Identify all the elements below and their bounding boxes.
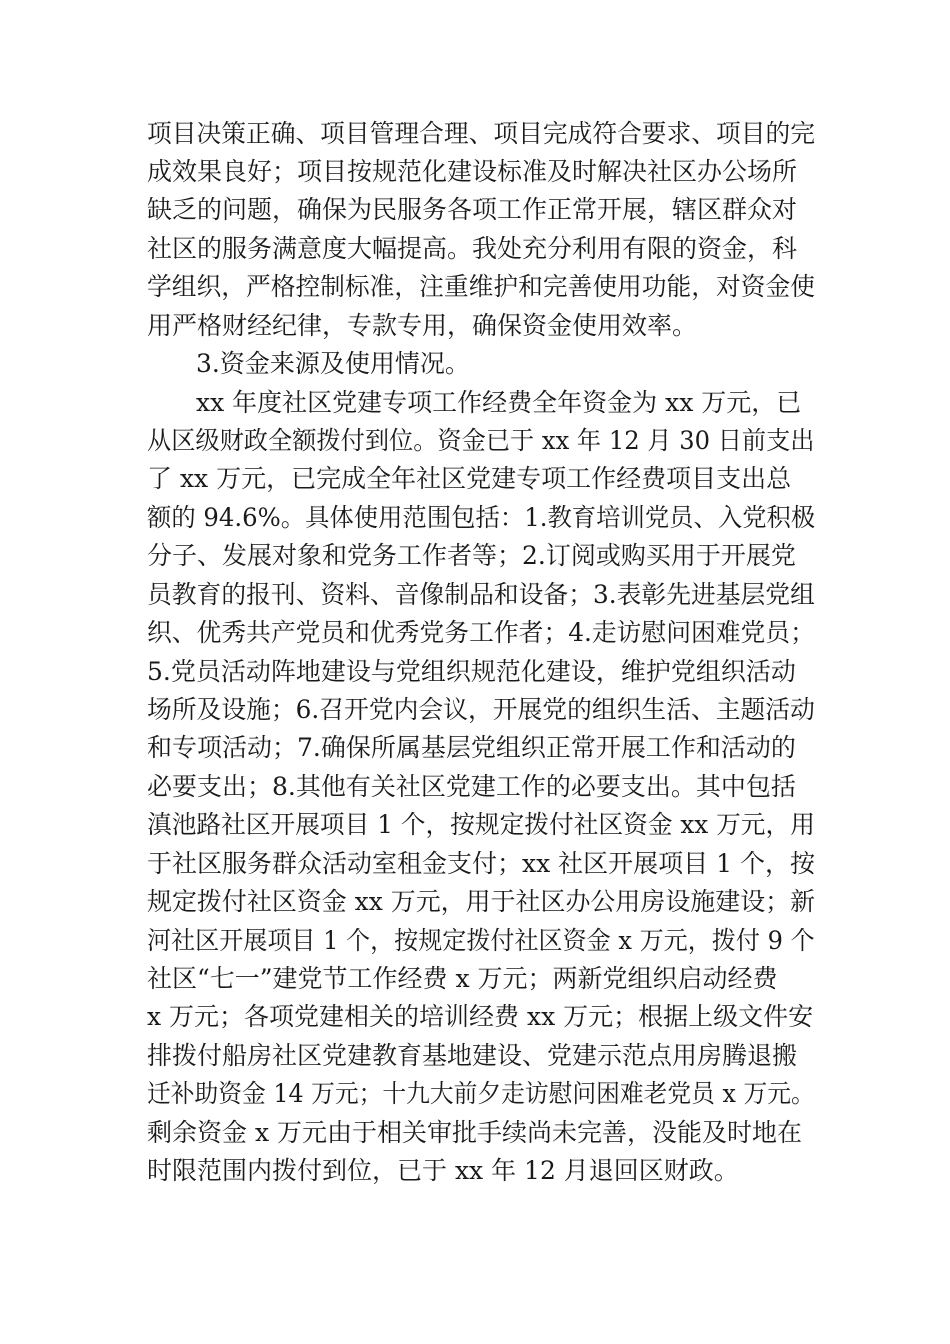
text-line: 时限范围内拨付到位，已于 xx 年 12 月退回区财政。 [147,1156,739,1185]
text-line: 必要支出；8.其他有关社区党建工作的必要支出。其中包括 [147,772,796,801]
text-line: 项目决策正确、项目管理合理、项目完成符合要求、项目的完 [147,119,815,148]
text-line: 排拨付船房社区党建教育基地建设、党建示范点用房腾退搬 [147,1041,798,1070]
text-line: 社区的服务满意度大幅提高。我处充分利用有限的资金，科 [147,234,798,263]
text-line: 和专项活动；7.确保所属基层党组织正常开展工作和活动的 [147,733,796,762]
text-line: 社区“七一”建党节工作经费 x 万元；两新党组织启动经费 [147,964,778,993]
text-line: 滇池路社区开展项目 1 个，按规定拨付社区资金 xx 万元，用 [147,810,815,839]
text-line: 于社区服务群众活动室租金支付；xx 社区开展项目 1 个，按 [147,849,815,878]
text-line: 织、优秀共产党员和优秀党务工作者；4.走访慰问困难党员； [147,618,815,647]
text-line: 员教育的报刊、资料、音像制品和设备；3.表彰先进基层党组 [147,580,815,609]
text-line: 用严格财经纪律，专款专用，确保资金使用效率。 [147,311,698,340]
text-line: xx 年度社区党建专项工作经费全年资金为 xx 万元，已 [196,388,802,417]
text-line: 河社区开展项目 1 个，按规定拨付社区资金 x 万元，拨付 9 个 [147,926,815,955]
text-line: 学组织，严格控制标准，注重维护和完善使用功能，对资金使 [147,272,815,301]
text-line: 剩余资金 x 万元由于相关审批手续尚未完善，没能及时地在 [147,1118,802,1147]
text-line: 规定拨付社区资金 xx 万元，用于社区办公用房设施建设；新 [147,887,816,916]
text-line: 从区级财政全额拨付到位。资金已于 xx 年 12 月 30 日前支出 [147,426,815,455]
text-line: 缺乏的问题，确保为民服务各项工作正常开展，辖区群众对 [147,195,798,224]
text-line: 场所及设施；6.召开党内会议，开展党的组织生活、主题活动 [147,695,815,724]
text-line: 额的 94.6%。具体使用范围包括：1.教育培训党员、入党积极 [147,503,816,532]
text-line: 了 xx 万元，已完成全年社区党建专项工作经费项目支出总 [147,464,792,493]
text-line: 分子、发展对象和党务工作者等；2.订阅或购买用于开展党 [147,541,796,570]
text-line: 成效果良好；项目按规范化建设标准及时解决社区办公场所 [147,157,798,186]
text-line: 迁补助资金 14 万元；十九大前夕走访慰问困难老党员 x 万元。 [147,1079,815,1108]
section-heading: 3.资金来源及使用情况。 [196,349,470,378]
text-line: x 万元；各项党建相关的培训经费 xx 万元；根据上级文件安 [147,1002,814,1031]
text-line: 5.党员活动阵地建设与党组织规范化建设，维护党组织活动 [147,657,796,686]
